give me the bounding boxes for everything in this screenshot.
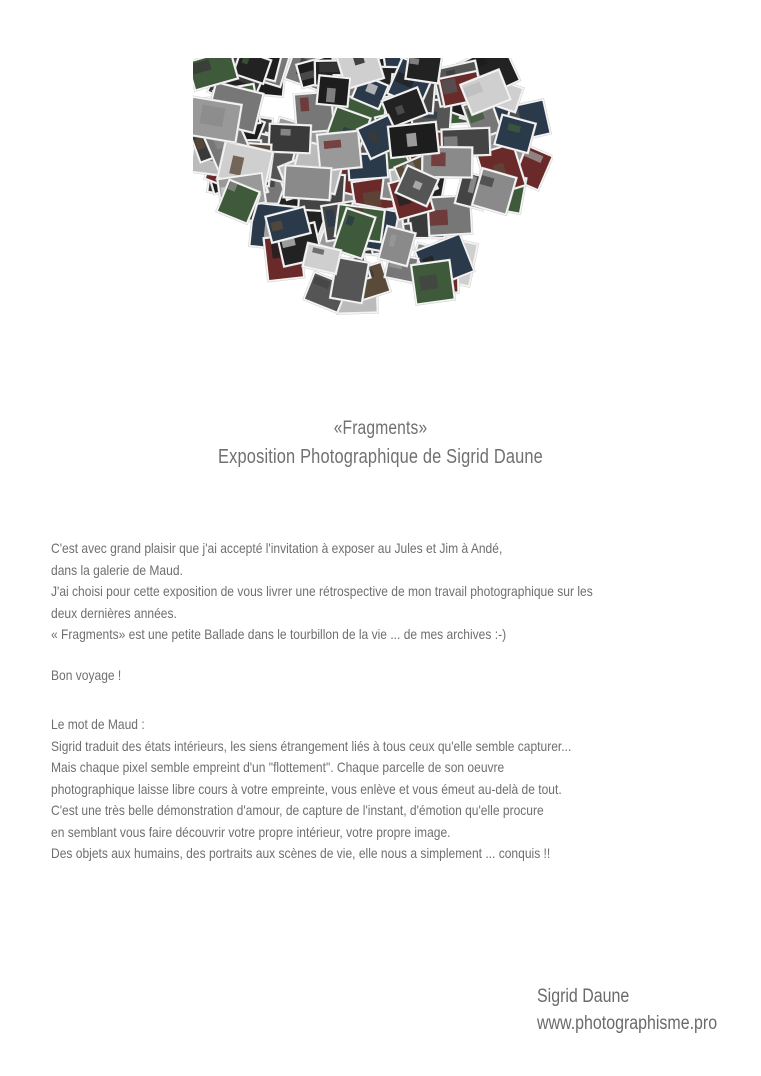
maud-line: C'est une très belle démonstration d'amour, de capture de l'instant, d'émotion qu'elle procure bbox=[51, 802, 544, 818]
collage-photo-tile bbox=[404, 58, 443, 85]
maud-line: photographique laisse libre cours à votre empreinte, vous enlève et vous émeut au-delà de tout. bbox=[51, 780, 562, 797]
collage-photo-tile bbox=[410, 259, 456, 306]
maud-line: Mais chaque pixel semble empreint d'un "flottement". Chaque parcelle de son oeuvre bbox=[51, 759, 505, 775]
collage-photo-tile bbox=[282, 164, 332, 201]
exhibition-title: «Fragments» bbox=[333, 418, 428, 439]
intro-line: deux dernières années. bbox=[51, 604, 177, 621]
maud-line: Des objets aux humains, des portraits aux scènes de vie, elle nous a simplement ... conquis !! bbox=[51, 845, 551, 861]
intro-line: C'est avec grand plaisir que j'ai accepté l'invitation à exposer au Jules et Jim à Andé, bbox=[51, 540, 503, 556]
maud-line: Sigrid traduit des états intérieurs, les siens étrangement liés à tous ceux qu'elle semble capturer... bbox=[51, 737, 572, 754]
exhibition-subtitle: Exposition Photographique de Sigrid Daune bbox=[218, 446, 543, 468]
collage-photo-tile bbox=[316, 130, 363, 172]
intro-line: J'ai choisi pour cette exposition de vous livrer une rétrospective de mon travail photographique sur les bbox=[51, 583, 593, 599]
heart-collage-svg bbox=[193, 58, 553, 378]
farewell-text: Bon voyage ! bbox=[51, 667, 122, 683]
intro-line: « Fragments» est une petite Ballade dans le tourbillon de la vie ... de mes archives :-) bbox=[51, 626, 507, 642]
intro-paragraph bbox=[51, 538, 671, 646]
heart-photo-collage bbox=[193, 58, 553, 378]
signature-name: Sigrid Daune bbox=[537, 986, 630, 1007]
collage-photo-tile bbox=[268, 123, 312, 155]
maud-line: en semblant vous faire découvrir votre propre intérieur, votre propre image. bbox=[51, 823, 451, 840]
intro-line: dans la galerie de Maud. bbox=[51, 561, 183, 578]
collage-photo-tile bbox=[316, 74, 352, 108]
maud-heading: Le mot de Maud : bbox=[51, 716, 145, 732]
signature-website-link[interactable]: www.photographisme.pro bbox=[537, 1013, 718, 1034]
collage-photo-tile bbox=[193, 96, 243, 144]
maud-paragraph bbox=[51, 714, 671, 865]
collage-photo-tile bbox=[387, 121, 440, 159]
farewell-paragraph bbox=[51, 665, 671, 687]
